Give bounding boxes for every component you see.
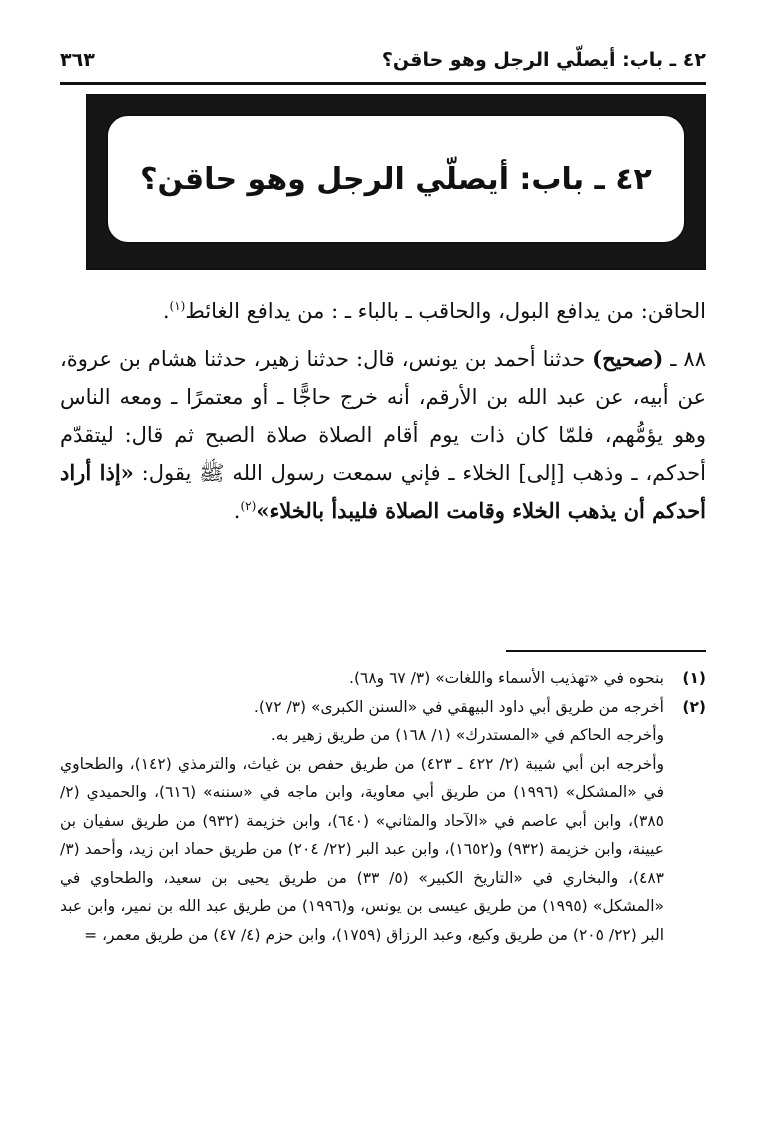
hadith-isnad: حدثنا أحمد بن يونس، قال: حدثنا زهير، حدثنا هشام بن عروة، عن أبيه، عن عبد الله بن الأرقم، أنه خرج حاجًّا ـ أو معتمرًا ـ ومعه الناس وهو يؤمُّهم، فلمّا كان ذات يوم أقام الصلاة صلاة الصبح ثم قال: ليتقدّم أحدكم، ـ وذهب [إلى] الخلاء ـ فإني سمعت رسول الله ﷺ يقول: <box>60 347 706 485</box>
footnotes <box>60 664 706 949</box>
footnote-2-continuation: وأخرجه الحاكم في «المستدرك» (١/ ١٦٨) من طريق زهير به. <box>270 726 664 744</box>
hadith-grade: (صحيح) <box>592 346 664 371</box>
chapter-banner <box>86 94 706 270</box>
footnote-2-continuation: وأخرجه ابن أبي شيبة (٢/ ٤٢٢ ـ ٤٢٣) من طريق حفص بن غياث، والترمذي (١٤٢)، والطحاوي في «المشكل» (١٩٩٦) من طريق أبي معاوية، وابن ماجه في «سننه» (٦١٦)، والحميدي (٢/ ٣٨٥)، وابن أبي عاصم في «الآحاد والمثاني» (٦٤٠)، وابن خزيمة (٩٣٢) من طريق سفيان بن عيينة، وابن خزيمة (٩٣٢) و(١٦٥٢)، وابن عبد البر (٢٢/ ٢٠٤) من طريق حماد ابن زيد، وأحمد (٣/ ٤٨٣)، والبخاري في «التاريخ الكبير» (٥/ ٣٣) من طريق يحيى بن سعيد، والطحاوي في «المشكل» (١٩٩٥) من طريق عيسى بن يونس، و(١٩٩٦) من طريق عبد الله بن نمير، وابن عبد البر (٢٢/ ٢٠٥) من طريق وكيع، وعبد الرزاق (١٧٥٩)، وابن حزم (٤/ ٤٧) من طريق معمر، = <box>60 754 665 944</box>
footnote-ref-1[interactable]: (١) <box>169 299 186 313</box>
footnote-separator <box>506 650 706 652</box>
definition-text: الحاقن: من يدافع البول، والحاقب ـ بالباء ـ : من يدافع الغائط <box>185 299 706 323</box>
hadith-end: . <box>233 499 241 523</box>
header-rule <box>60 82 706 85</box>
footnote-ref-2[interactable]: (٢) <box>240 499 257 513</box>
footnote-text: بنحوه في «تهذيب الأسماء واللغات» (٣/ ٦٧ و٦٨). <box>349 669 664 687</box>
hadith-number: ٨٨ ـ <box>663 347 706 371</box>
chapter-banner-frame <box>106 114 686 244</box>
chapter-title: ٤٢ ـ باب: أيصلّي الرجل وهو حاقن؟ <box>140 161 652 197</box>
footnote-text: أخرجه من طريق أبي داود البيهقي في «السنن الكبرى» (٣/ ٧٢). <box>253 697 664 716</box>
definition-end: . <box>162 299 170 323</box>
footnote-2 <box>60 693 706 722</box>
footnote-1 <box>60 664 706 693</box>
hadith-matn: «إذا أراد أحدكم أن يذهب الخلاء وقامت الصلاة فليبدأ بالخلاء» <box>60 460 706 523</box>
footnote-mark: (٢) <box>682 697 706 716</box>
hadith-paragraph <box>60 340 706 530</box>
running-head <box>60 42 706 78</box>
main-text <box>60 292 706 530</box>
footnote-mark: (١) <box>682 669 706 687</box>
running-head-title: ٤٢ ـ باب: أيصلّي الرجل وهو حاقن؟ <box>381 49 706 71</box>
definition-paragraph <box>60 292 706 330</box>
page-number: ٣٦٣ <box>60 49 95 71</box>
